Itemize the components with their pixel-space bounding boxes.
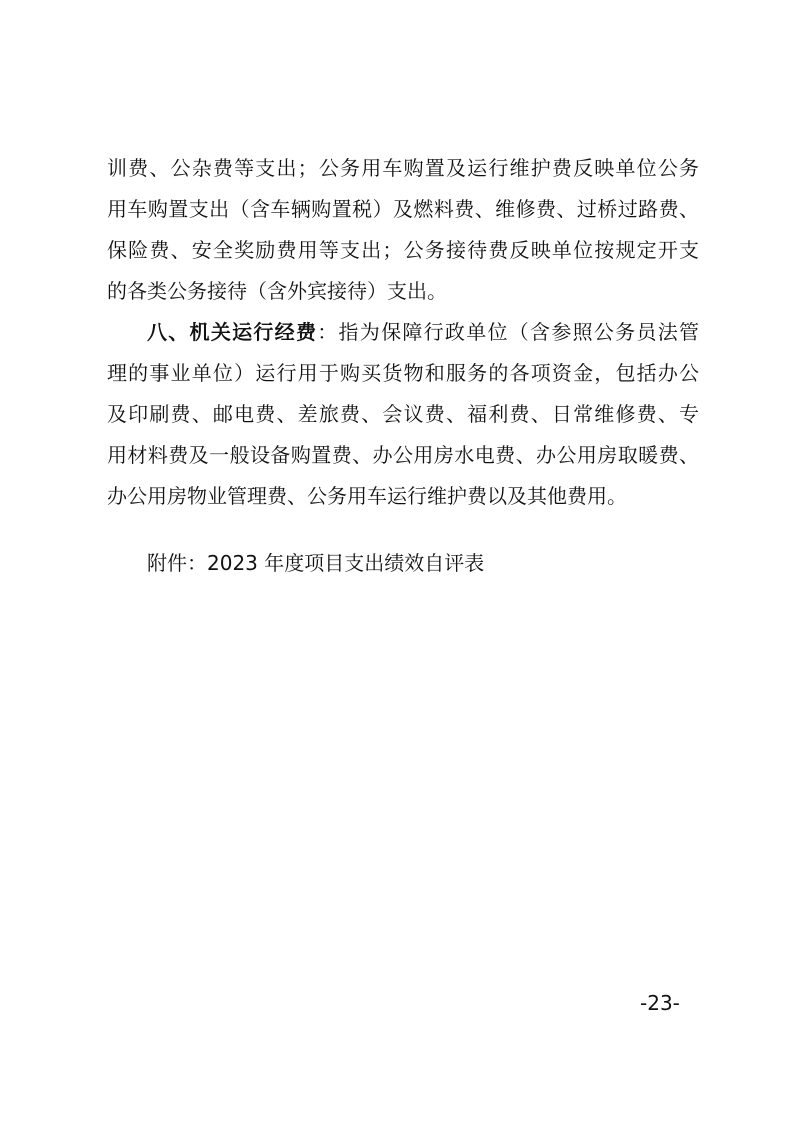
- page-number: -23-: [640, 991, 680, 1015]
- paragraph2-line-5: 办公用房物业管理费、公务用车运行维护费以及其他费用。: [107, 484, 627, 508]
- paragraph2-line-2: 理的事业单位）运行用于购买货物和服务的各项资金，包括办公: [107, 361, 699, 385]
- paragraph2-line-1-text: ：指为保障行政单位（含参照公务员法管: [317, 320, 700, 344]
- section-heading: 八、机关运行经费: [147, 320, 318, 344]
- paragraph2-line-1: [147, 319, 699, 345]
- attachment-note: 附件：2023 年度项目支出绩效自评表: [147, 551, 485, 575]
- paragraph1-line-2: 用车购置支出（含车辆购置税）及燃料费、维修费、过桥过路费、: [107, 197, 699, 221]
- paragraph2-line-4: 用材料费及一般设备购置费、办公用房水电费、办公用房取暖费、: [107, 443, 699, 467]
- paragraph2-line-3: 及印刷费、邮电费、差旅费、会议费、福利费、日常维修费、专: [107, 402, 699, 426]
- paragraph1-line-3: 保险费、安全奖励费用等支出；公务接待费反映单位按规定开支: [107, 238, 699, 262]
- paragraph1-line-4: 的各类公务接待（含外宾接待）支出。: [107, 279, 447, 303]
- paragraph1-line-1: 训费、公杂费等支出；公务用车购置及运行维护费反映单位公务: [107, 156, 699, 180]
